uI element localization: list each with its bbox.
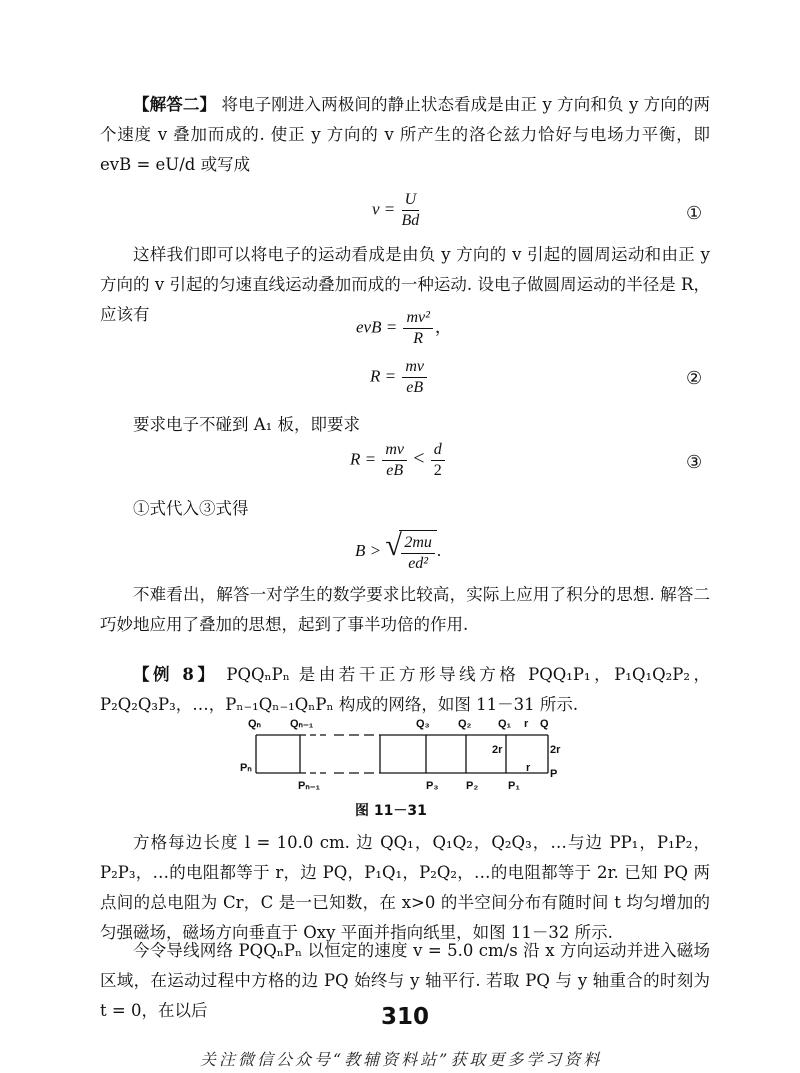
label-qn: Qₙ	[248, 718, 261, 730]
eq2-numerator: mv	[402, 357, 427, 378]
eq4-fraction	[401, 533, 435, 574]
eq3-fraction	[382, 440, 407, 481]
eq4-denominator: ed²	[408, 555, 429, 572]
example-8-text: PQQₙPₙ 是由若干正方形导线方格 PQQ₁P₁，P₁Q₁Q₂P₂，P₂Q₂Q₃P₃，…，Pₙ₋₁Qₙ₋₁QₙPₙ 构成的网络，如图 11－31 所示.	[100, 665, 711, 714]
label-p1: P₁	[508, 780, 520, 792]
equation-3	[350, 440, 447, 481]
example-8-label: 【例 8】	[133, 665, 218, 684]
label-p: P	[550, 768, 558, 780]
page-number: 310	[381, 1004, 430, 1030]
eq4-tail: .	[436, 540, 442, 560]
solution-two-label: 【解答二】	[133, 95, 217, 114]
label-pn1: Pₙ₋₁	[298, 780, 321, 792]
conclusion-paragraph: 不难看出，解答一对学生的数学要求比较高，实际上应用了积分的思想. 解答二巧妙地应用了叠加的思想，起到了事半功倍的作用.	[100, 585, 710, 634]
label-r-top: r	[524, 718, 529, 730]
eq2a-lhs: evB =	[356, 317, 398, 337]
substitution-paragraph: ①式代入③式得	[133, 499, 249, 518]
eq4-lhs: B >	[355, 540, 382, 560]
label-q1: Q₁	[498, 718, 512, 730]
eq3-lhs: R =	[350, 449, 377, 469]
figure-11-31-grid	[230, 715, 580, 800]
example-8-paragraph	[100, 660, 710, 720]
eq1-fraction	[402, 190, 420, 231]
label-q3: Q₃	[416, 718, 430, 730]
label-qn1: Qₙ₋₁	[290, 718, 314, 730]
footer-watermark: 关注微信公众号“教辅资料站”获取更多学习资料	[200, 1050, 603, 1069]
eq2-denominator: eB	[406, 379, 424, 396]
eq1-denominator: Bd	[401, 212, 420, 229]
eq2-lhs: R =	[370, 366, 397, 386]
label-pn: Pₙ	[240, 762, 252, 774]
label-p3: P₃	[426, 780, 439, 792]
equation-force-balance	[356, 308, 452, 349]
equation-2-tag: ②	[686, 368, 703, 389]
eq4-numerator: 2mu	[401, 533, 435, 554]
equation-1	[372, 190, 421, 231]
eq2a-denominator: R	[413, 330, 424, 347]
equation-4	[355, 530, 441, 574]
label-2r-mid: 2r	[492, 744, 503, 756]
label-2r-right: 2r	[550, 744, 561, 756]
eq1-numerator: U	[402, 190, 420, 211]
eq3-fraction-2	[431, 440, 445, 481]
solution-two-paragraph	[100, 90, 710, 180]
eq1-lhs: v =	[372, 199, 396, 219]
sqrt-sign-icon: √	[385, 529, 402, 562]
plate-requirement-paragraph: 要求电子不碰到 A₁ 板，即要求	[133, 415, 361, 434]
circular-motion-paragraph: 这样我们即可以将电子的运动看成是由负 y 方向的 v 引起的圆周运动和由正 y 方向的 v 引起的匀速直线运动叠加而成的一种运动. 设电子做圆周运动的半径是 R，应该有	[100, 245, 710, 324]
eq3-numerator-2: d	[431, 440, 445, 461]
eq2a-numerator: mv²	[403, 308, 432, 329]
eq4-sqrt	[385, 530, 437, 574]
solution-two-text: 将电子刚进入两极间的静止状态看成是由正 y 方向和负 y 方向的两个速度 v 叠加而成的. 使正 y 方向的 v 所产生的洛仑兹力恰好与电场力平衡，即 evB = eU/d 或写成	[100, 95, 711, 174]
equation-3-tag: ③	[686, 452, 703, 473]
grid-resistance-paragraph: 方格每边长度 l = 10.0 cm. 边 QQ₁，Q₁Q₂，Q₂Q₃，…与边 PP₁，P₁P₂，P₂P₃，…的电阻都等于 r，边 PQ，P₁Q₁，P₂Q₂，…的电阻都等于 2r. 已知 PQ 两点间的总电阻为 Cr，C 是一已知数，在 x>0 的半空间分布有随时间 t 均匀增加的匀强磁场，磁场方向垂直于 Oxy 平面并指向纸里，如图 11－32 所示.	[100, 833, 710, 942]
eq3-denominator: eB	[386, 462, 404, 479]
figure-caption: 图 11－31	[355, 803, 427, 819]
equation-1-tag: ①	[686, 203, 703, 224]
eq3-denominator-2: 2	[433, 462, 442, 479]
label-p2: P₂	[466, 780, 479, 792]
label-q2: Q₂	[458, 718, 472, 730]
eq2a-fraction	[403, 308, 432, 349]
eq3-less-than: <	[413, 447, 425, 470]
equation-2	[370, 357, 429, 398]
eq3-numerator: mv	[382, 440, 407, 461]
motion-paragraph: 今令导线网络 PQQₙPₙ 以恒定的速度 v = 5.0 cm/s 沿 x 方向运动并进入磁场区域，在运动过程中方格的边 PQ 始终与 y 轴平行. 若取 PQ 与 y 轴重合的时刻为 t = 0，在以后	[100, 941, 710, 1020]
eq2a-tail: ，	[434, 317, 452, 337]
label-r-bottom: r	[526, 762, 531, 774]
eq2-fraction	[402, 357, 427, 398]
label-q: Q	[540, 718, 549, 730]
